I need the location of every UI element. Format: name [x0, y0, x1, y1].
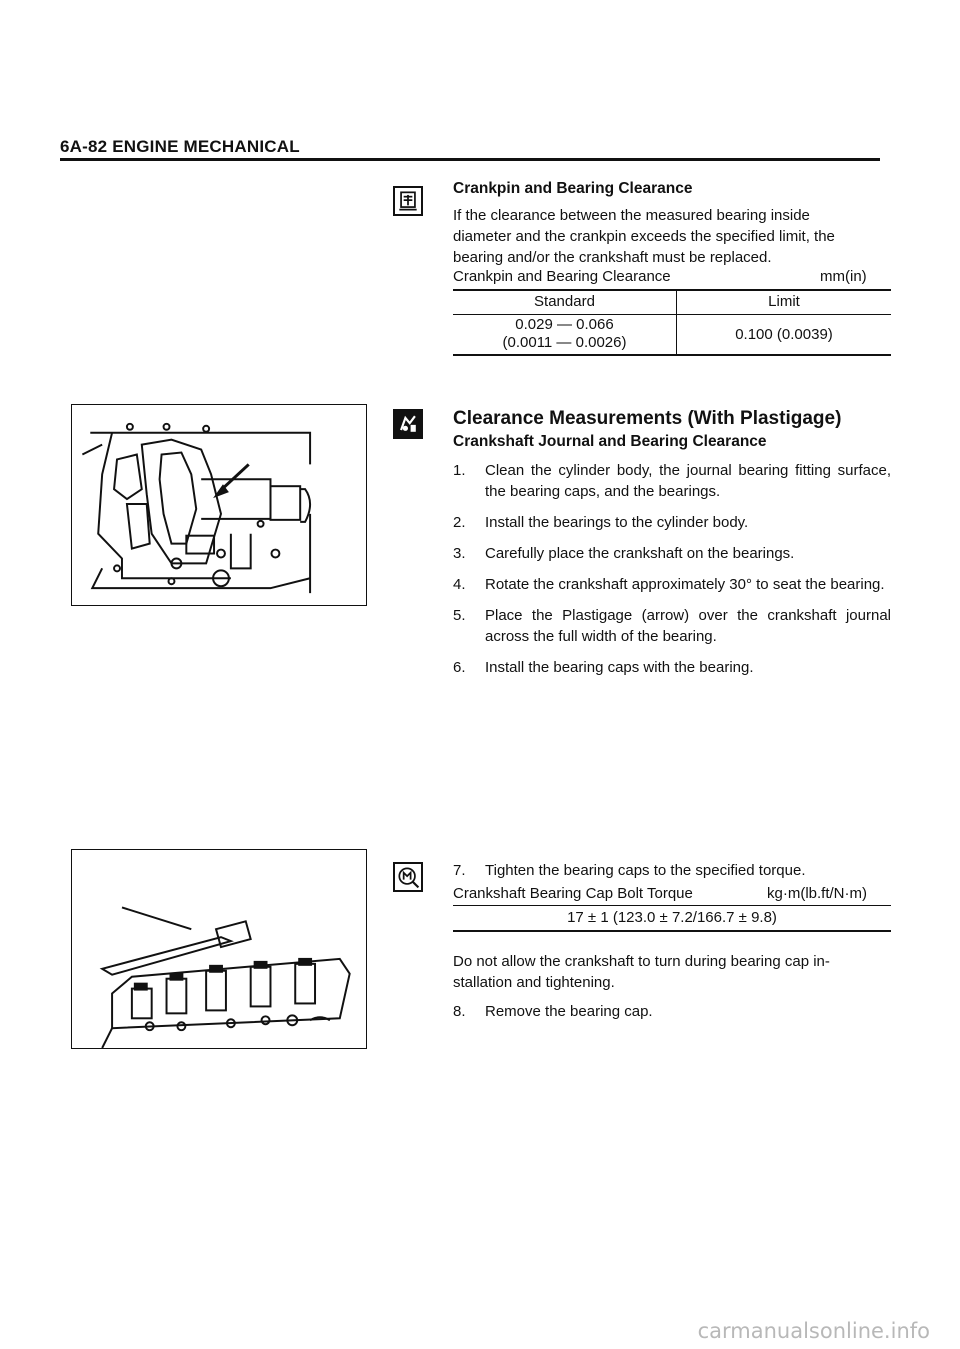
step-8 [453, 1003, 653, 1020]
torque-bottom-rule [453, 930, 891, 932]
crankpin-description-line-2: diameter and the crankpin exceeds the specified limit, the [453, 228, 835, 245]
step-number: 6. [453, 659, 466, 676]
step-number: 2. [453, 514, 466, 531]
bearing-cap-torque-drawing [72, 850, 366, 1048]
step-item [453, 512, 891, 533]
reassembly-icon [393, 409, 423, 439]
bearing-cap-torque-figure [71, 849, 367, 1049]
step-7-text: Tighten the bearing caps to the specified torque. [485, 862, 806, 879]
step-item [453, 460, 891, 502]
step-item [453, 543, 891, 564]
standard-value-mm: 0.029 — 0.066 [515, 316, 614, 333]
step-text: Carefully place the crankshaft on the bearings. [485, 545, 795, 562]
plastigage-crankshaft-figure [71, 404, 367, 606]
crankpin-section-title: Crankpin and Bearing Clearance [453, 180, 693, 197]
inspect-icon [393, 186, 423, 216]
clearance-table-unit: mm(in) [820, 268, 867, 285]
crankpin-description [453, 205, 893, 268]
step-7 [453, 862, 806, 879]
step-8-number: 8. [453, 1003, 466, 1020]
step-text: Rotate the crankshaft approximately 30° to seat the bearing. [485, 576, 885, 593]
step-number: 5. [453, 607, 466, 624]
journal-clearance-subtitle: Crankshaft Journal and Bearing Clearance [453, 433, 767, 450]
step-text: Clean the cylinder body, the journal bearing fitting surface, the bearing caps, and the bearings. [485, 462, 891, 500]
plastigage-crankshaft-drawing [72, 405, 366, 605]
step-number: 3. [453, 545, 466, 562]
torque-caption: Crankshaft Bearing Cap Bolt Torque [453, 885, 693, 902]
table-bottom-rule [453, 354, 891, 356]
clearance-table-caption: Crankpin and Bearing Clearance [453, 268, 671, 285]
table-header-rule [453, 314, 891, 315]
page-header: 6A-82 ENGINE MECHANICAL [60, 137, 300, 156]
table-top-rule [453, 289, 891, 291]
step-text: Install the bearings to the cylinder body. [485, 514, 749, 531]
step-number: 4. [453, 576, 466, 593]
step-7-number: 7. [453, 862, 466, 879]
caution-line-1: Do not allow the crankshaft to turn during bearing cap in- [453, 953, 830, 970]
caution-line-2: stallation and tightening. [453, 974, 615, 991]
table-cell-limit: 0.100 (0.0039) [735, 326, 833, 343]
table-header-limit: Limit [768, 293, 800, 310]
step-item [453, 657, 891, 678]
torque-top-rule [453, 905, 891, 906]
table-cell-standard [453, 316, 676, 352]
plastigage-section-title: Clearance Measurements (With Plastigage) [453, 408, 842, 429]
torque-wrench-icon [393, 862, 423, 892]
torque-unit: kg·m(lb.ft/N·m) [767, 885, 867, 902]
watermark: carmanualsonline.info [697, 1319, 930, 1343]
torque-caution-note [453, 951, 893, 993]
step-8-text: Remove the bearing cap. [485, 1003, 653, 1020]
crankpin-description-line-3: bearing and/or the crankshaft must be replaced. [453, 249, 772, 266]
step-item [453, 605, 891, 647]
plastigage-steps-list [453, 460, 891, 688]
step-text: Place the Plastigage (arrow) over the crankshaft journal across the full width of the bearing. [485, 607, 891, 645]
header-rule [60, 158, 880, 161]
torque-value: 17 ± 1 (123.0 ± 7.2/166.7 ± 9.8) [567, 909, 777, 926]
crankpin-description-line-1: If the clearance between the measured bearing inside [453, 207, 810, 224]
step-text: Install the bearing caps with the bearing. [485, 659, 754, 676]
step-number: 1. [453, 462, 466, 479]
table-header-standard: Standard [534, 293, 595, 310]
standard-value-in: (0.0011 — 0.0026) [502, 334, 627, 351]
step-item [453, 574, 891, 595]
